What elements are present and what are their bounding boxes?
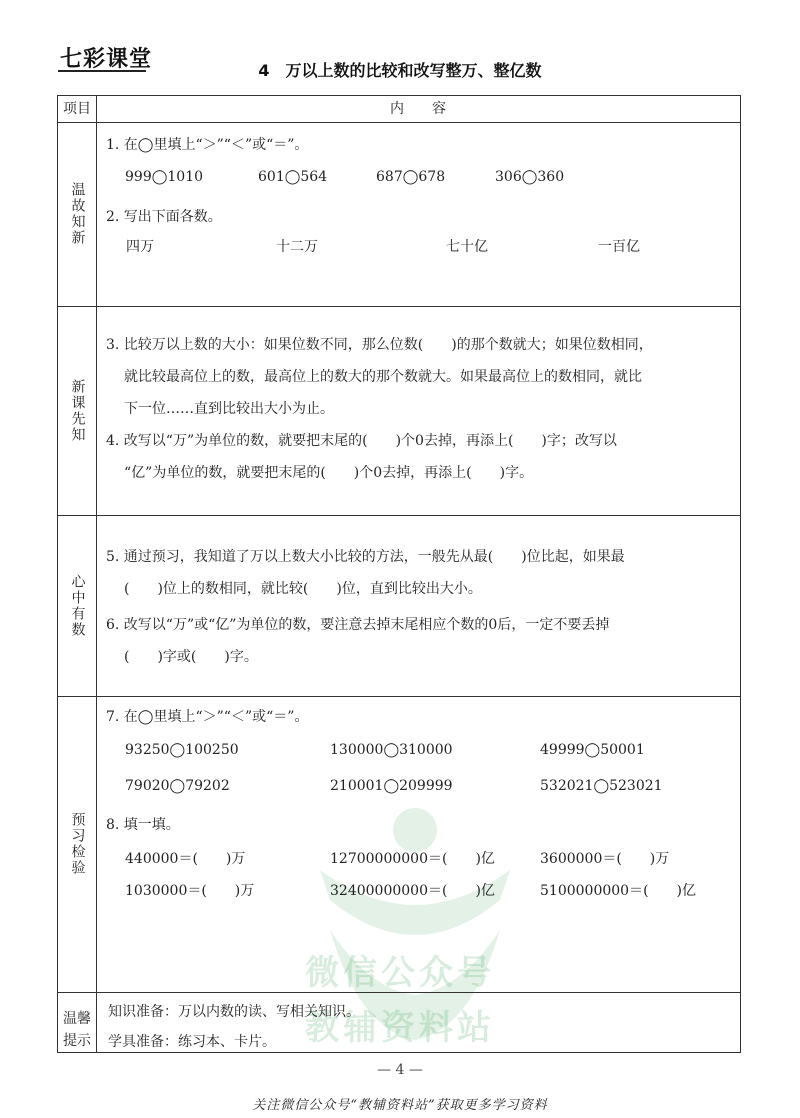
- fill-item: 12700000000＝( )亿: [330, 851, 495, 867]
- tip-tools: 学具准备：练习本、卡片。: [108, 1034, 276, 1050]
- compare-item: 210001◯209999: [330, 778, 453, 794]
- question-4-cont: “亿”为单位的数，就要把末尾的( )个0去掉，再添上( )字。: [124, 465, 534, 481]
- page-title: 4 万以上数的比较和改写整万、整亿数: [258, 61, 542, 80]
- fill-item: 440000＝( )万: [125, 851, 246, 867]
- compare-item: 49999◯50001: [540, 742, 645, 758]
- header-content: 内 容: [390, 101, 446, 117]
- section-label: 温故知新: [69, 182, 86, 246]
- question-1: 1. 在◯里填上“＞”“＜”或“＝”。: [106, 137, 309, 153]
- question-4: 4. 改写以“万”为单位的数，就要把末尾的( )个0去掉，再添上( )字；改写以: [106, 433, 617, 449]
- fill-item: 32400000000＝( )亿: [330, 883, 495, 899]
- question-5: 5. 通过预习，我知道了万以上数大小比较的方法，一般先从最( )位比起，如果最: [106, 549, 625, 565]
- section-label: 新课先知: [69, 378, 86, 443]
- fill-item: 1030000＝( )万: [125, 883, 255, 899]
- question-3-cont: 就比较最高位上的数，最高位上的数大的那个数就大。如果最高位上的数相同，就比: [124, 369, 642, 385]
- page-number: — 4 —: [377, 1062, 423, 1078]
- number-word: 一百亿: [598, 239, 640, 255]
- row-divider: [58, 515, 740, 516]
- number-word: 十二万: [276, 239, 318, 255]
- compare-item: 532021◯523021: [540, 778, 663, 794]
- column-divider: [96, 96, 97, 1052]
- row-divider: [58, 696, 740, 697]
- compare-item: 306◯360: [495, 169, 565, 185]
- brand-logo: 七彩课堂: [60, 47, 153, 72]
- row-divider: [58, 122, 740, 123]
- question-8: 8. 填一填。: [106, 817, 180, 833]
- section-label: 预习检验: [69, 812, 86, 876]
- header-item: 项目: [63, 101, 91, 117]
- footer-note: 关注微信公众号“教辅资料站”获取更多学习资料: [252, 1098, 548, 1113]
- compare-item: 130000◯310000: [330, 742, 453, 758]
- fill-item: 5100000000＝( )亿: [540, 883, 696, 899]
- compare-item: 93250◯100250: [125, 742, 239, 758]
- watermark-text-1: 微信公众号: [305, 953, 495, 993]
- tips-label: 提示: [63, 1033, 91, 1049]
- number-word: 七十亿: [446, 239, 488, 255]
- question-3-cont: 下一位……直到比较出大小为止。: [124, 401, 334, 417]
- fill-item: 3600000＝( )万: [540, 851, 670, 867]
- question-2: 2. 写出下面各数。: [106, 209, 222, 225]
- watermark-text-2: 教辅资料站: [305, 1008, 495, 1048]
- question-6: 6. 改写以“万”或“亿”为单位的数，要注意去掉末尾相应个数的0后，一定不要丢掉: [106, 617, 610, 633]
- tip-knowledge: 知识准备：万以内数的读、写相关知识。: [108, 1004, 360, 1020]
- lesson-table: [57, 95, 741, 1053]
- compare-item: 79020◯79202: [125, 778, 230, 794]
- number-word: 四万: [126, 239, 154, 255]
- question-6-cont: ( )字或( )字。: [124, 649, 258, 665]
- question-3: 3. 比较万以上数的大小：如果位数不同，那么位数( )的那个数就大；如果位数相同，: [106, 337, 653, 353]
- question-7: 7. 在◯里填上“＞”“＜”或“＝”。: [106, 709, 309, 725]
- tips-label: 温馨: [63, 1011, 91, 1027]
- compare-item: 601◯564: [258, 169, 328, 185]
- row-divider: [58, 306, 740, 307]
- compare-item: 999◯1010: [125, 169, 204, 185]
- row-divider: [58, 992, 740, 993]
- compare-item: 687◯678: [376, 169, 446, 185]
- section-label: 心中有数: [69, 573, 86, 638]
- question-5-cont: ( )位上的数相同，就比较( )位，直到比较出大小。: [124, 581, 482, 597]
